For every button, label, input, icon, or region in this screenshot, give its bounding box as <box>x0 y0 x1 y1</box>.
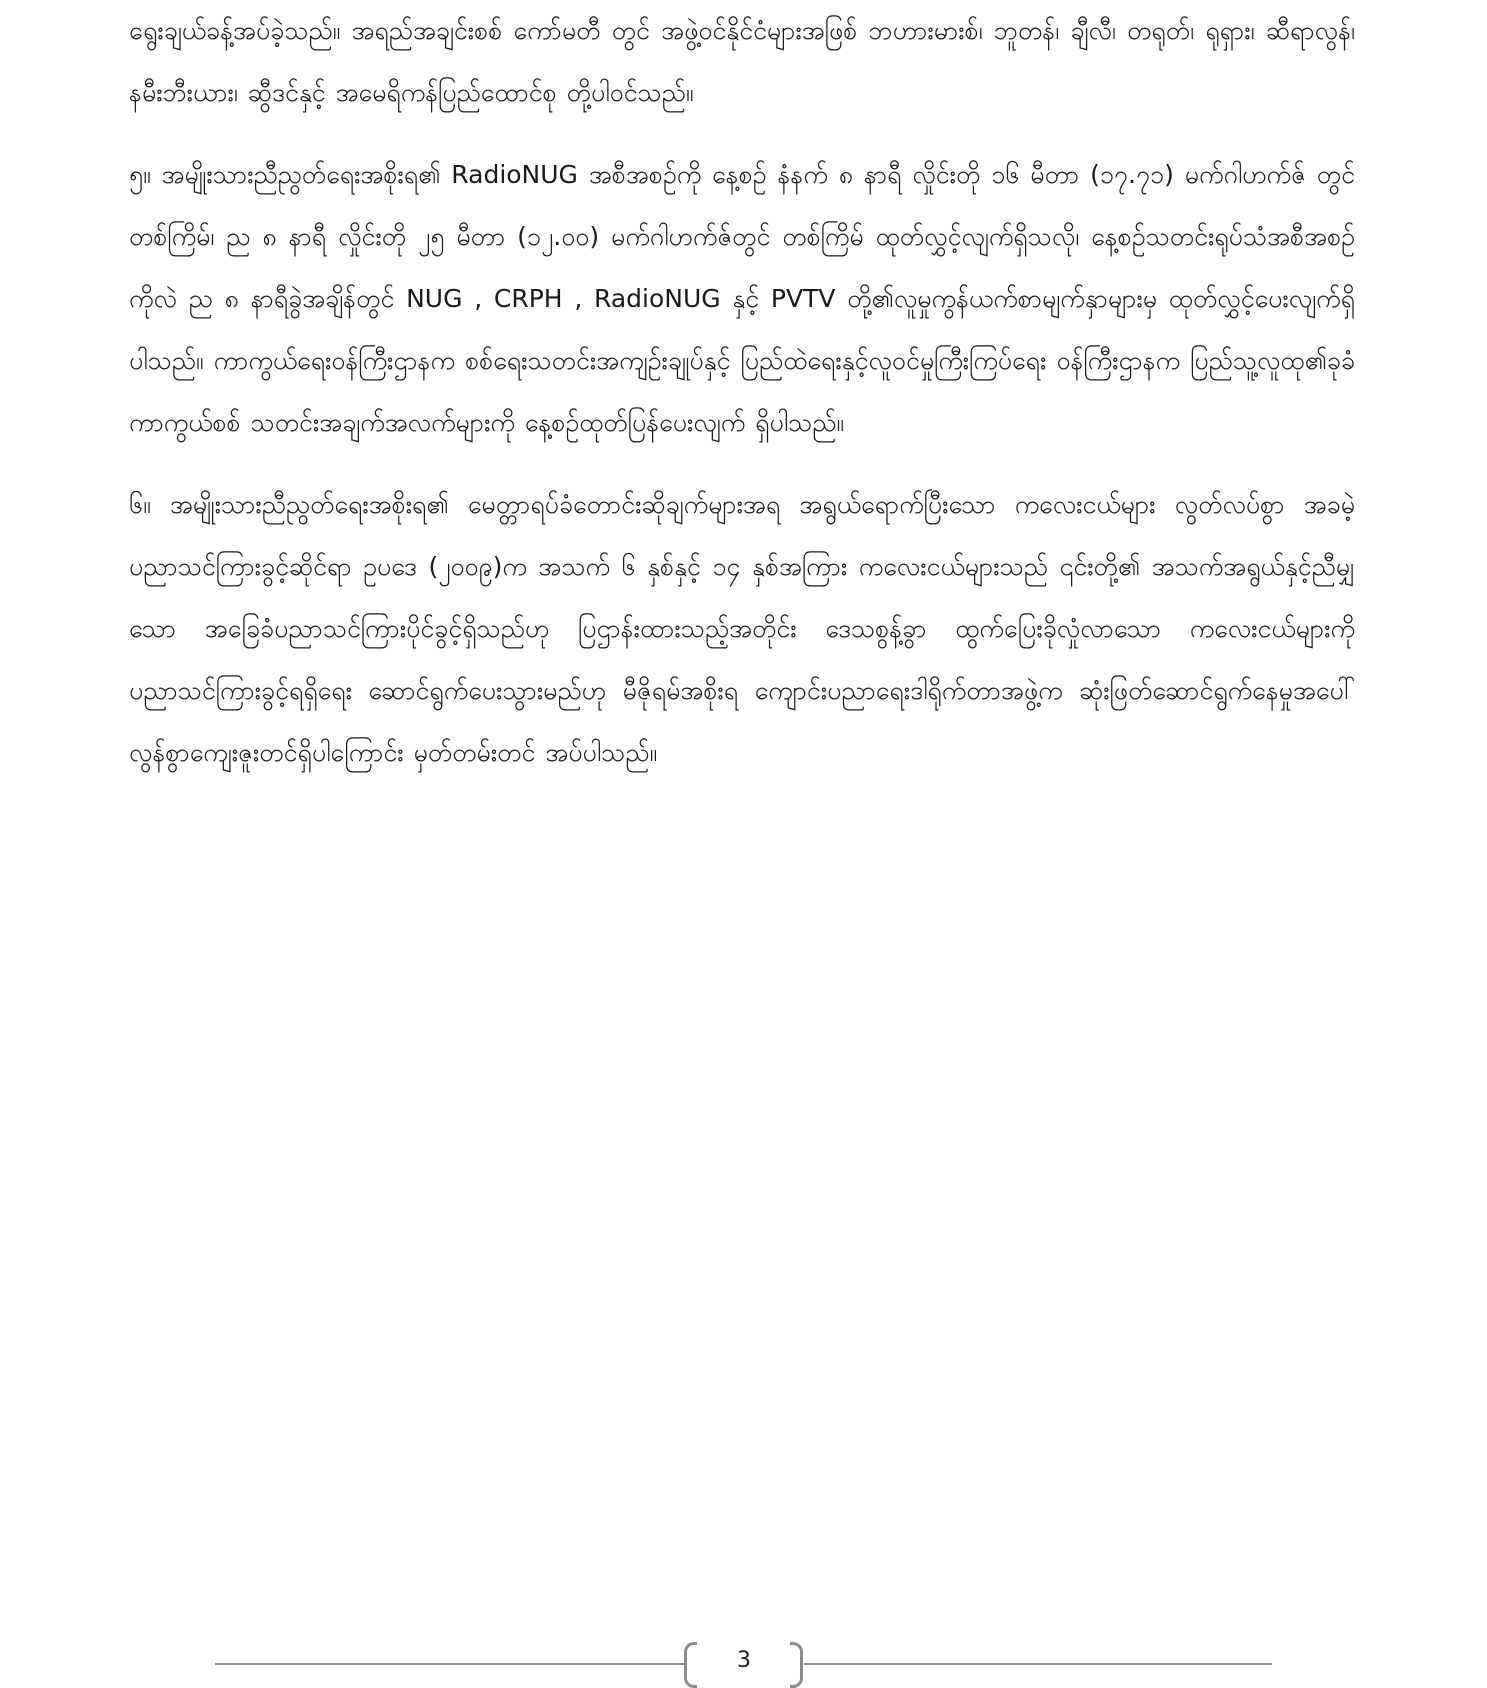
footer-bracket-right <box>790 1642 803 1688</box>
paragraph-item-6: ၆။ အမျိုးသားညီညွတ်ရေးအစိုးရ၏ မေတ္တာရပ်ခံတောင်းဆိုချက်များအရ အရွယ်ရောက်ပြီးသော ကလေးငယ်များ လွတ်လပ်စွာ အခမဲ့ပညာသင်ကြားခွင့်ဆိုင်ရာ ဥပဒေ (၂၀၀၉)က အသက် ၆ နှစ်နှင့် ၁၄ နှစ်အကြား ကလေးငယ်များသည် ၎င်းတို့၏ အသက်အရွယ်နှင့်ညီမျှသော အခြေခံပညာသင်ကြားပိုင်ခွင့်ရှိသည်ဟု ပြဌာန်းထားသည့်အတိုင်း ဒေသစွန့်ခွာ ထွက်ပြေးခိုလှုံလာသော ကလေးငယ်များကို ပညာသင်ကြားခွင့်ရရှိရေး ဆောင်ရွက်ပေးသွားမည်ဟု မီဇိုရမ်အစိုးရ ကျောင်းပညာရေးဒါရိုက်တာအဖွဲ့က ဆုံးဖြတ်ဆောင်ရွက်နေမှုအပေါ် လွန်စွာကျေးဇူးတင်ရှိပါကြောင်း မှတ်တမ်းတင် အပ်ပါသည်။ <box>129 490 1355 767</box>
paragraph-item-5: ၅။ အမျိုးသားညီညွတ်ရေးအစိုးရ၏ RadioNUG အစီအစဉ်ကို နေ့စဉ် နံနက် ၈ နာရီ လှိုင်းတို ၁၆ မီတာ (၁၇.၇၁) မက်ဂါဟက်ဇ် တွင် တစ်ကြိမ်၊ ည ၈ နာရီ လှိုင်းတို ၂၅ မီတာ (၁၂.၀၀) မက်ဂါဟက်ဇ်တွင် တစ်ကြိမ် ထုတ်လွှင့်လျက်ရှိသလို၊ နေ့စဉ်သတင်းရုပ်သံအစီအစဉ်ကိုလဲ ည ၈ နာရီခွဲအချိန်တွင် NUG , CRPH , RadioNUG နှင့် PVTV တို့၏လူမှုကွန်ယက်စာမျက်နှာများမှ ထုတ်လွှင့်ပေးလျက်ရှိပါသည်။ ကာကွယ်ရေးဝန်ကြီးဌာနက စစ်ရေးသတင်းအကျဉ်းချုပ်နှင့် ပြည်ထဲရေးနှင့်လူဝင်မှုကြီးကြပ်ရေး ဝန်ကြီးဌာနက ပြည်သူ့လူထု၏ခုခံကာကွယ်စစ် သတင်းအချက်အလက်များကို နေ့စဉ်ထုတ်ပြန်ပေးလျက် ရှိပါသည်။ <box>129 160 1355 437</box>
footer-rule-right <box>804 1663 1272 1665</box>
page-footer <box>0 1640 1487 1684</box>
document-body <box>129 0 1355 784</box>
page-number: 3 <box>737 1648 751 1673</box>
paragraph-continued: ရွေးချယ်ခန့်အပ်ခဲ့သည်။ အရည်အချင်းစစ် ကော်မတီ တွင် အဖွဲ့ဝင်နိုင်ငံများအဖြစ် ဘဟားမားစ်၊ ဘူတန်၊ ချီလီ၊ တရုတ်၊ ရုရှား၊ ဆီရာလွန်၊ နမီးဘီးယား၊ ဆွီဒင်နှင့် အမေရိကန်ပြည်ထောင်စု တို့ပါဝင်သည်။ <box>129 16 1355 107</box>
footer-bracket-left <box>684 1642 697 1688</box>
footer-rule-left <box>215 1663 686 1665</box>
